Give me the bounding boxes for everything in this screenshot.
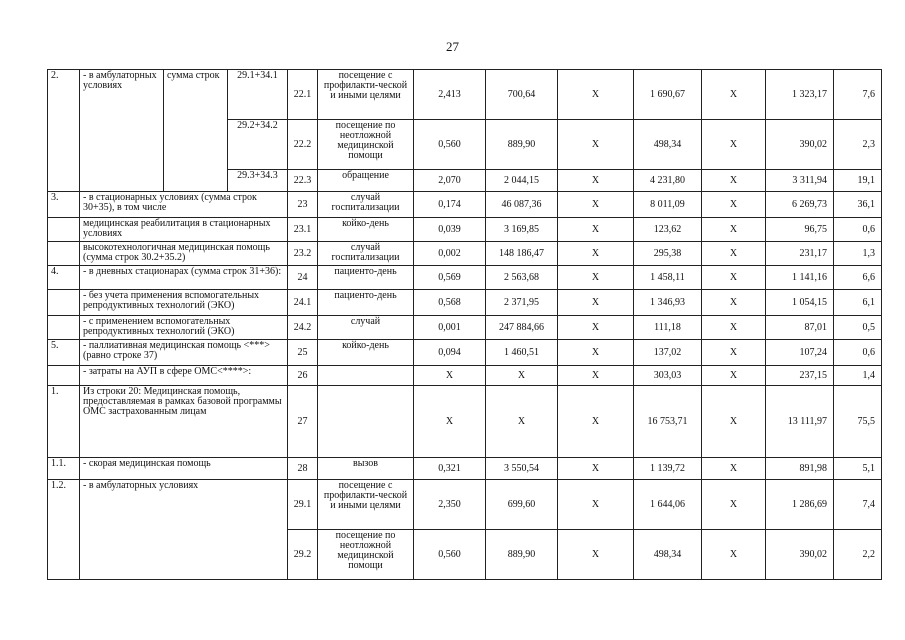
row-label: Из строки 20: Медицинская помощь, предоставляемая в рамках базовой программы ОМС застрахованным лицам (80, 386, 288, 458)
row-label: - в дневных стационарах (сумма строк 31+36): (80, 266, 288, 290)
value-x2: Х (702, 386, 766, 458)
value-4: 87,01 (766, 316, 834, 340)
value-1: 0,321 (414, 458, 486, 480)
value-x1: Х (558, 170, 634, 192)
value-x1: Х (558, 242, 634, 266)
row-label: - затраты на АУП в сфере ОМС<****>: (80, 366, 288, 386)
row-sub: сумма строк (164, 70, 228, 192)
value-4: 390,02 (766, 120, 834, 170)
value-5: 6,6 (834, 266, 882, 290)
value-x1: Х (558, 366, 634, 386)
value-1: 0,039 (414, 218, 486, 242)
line-number: 22.3 (288, 170, 318, 192)
value-4: 1 054,15 (766, 290, 834, 316)
row-code: 29.1+34.1 (228, 70, 288, 120)
value-2: 2 044,15 (486, 170, 558, 192)
value-4: 3 311,94 (766, 170, 834, 192)
unit: случай госпитализации (318, 242, 414, 266)
line-number: 28 (288, 458, 318, 480)
table-row (48, 480, 882, 530)
row-number: 5. (48, 340, 80, 366)
value-3: 123,62 (634, 218, 702, 242)
unit: посещение по неотложной медицинской помощи (318, 530, 414, 580)
table-row (48, 386, 882, 458)
table-row (48, 290, 882, 316)
unit: обращение (318, 170, 414, 192)
line-number: 24 (288, 266, 318, 290)
row-label: высокотехнологичная медицинская помощь (сумма строк 30.2+35.2) (80, 242, 288, 266)
value-x1: Х (558, 316, 634, 340)
value-x2: Х (702, 366, 766, 386)
value-x2: Х (702, 266, 766, 290)
value-5: 19,1 (834, 170, 882, 192)
value-3: 1 346,93 (634, 290, 702, 316)
value-5: 0,5 (834, 316, 882, 340)
table-row (48, 366, 882, 386)
value-1: 2,070 (414, 170, 486, 192)
value-4: 231,17 (766, 242, 834, 266)
value-5: 75,5 (834, 386, 882, 458)
page-number: 27 (446, 39, 459, 54)
value-x2: Х (702, 530, 766, 580)
value-x1: Х (558, 340, 634, 366)
row-number: 4. (48, 266, 80, 290)
value-1: 0,569 (414, 266, 486, 290)
table-row (48, 70, 882, 120)
row-label: - скорая медицинская помощь (80, 458, 288, 480)
unit: пациенто-день (318, 266, 414, 290)
row-number: 1.2. (48, 480, 80, 580)
value-1: 0,002 (414, 242, 486, 266)
value-3: 498,34 (634, 120, 702, 170)
unit (318, 386, 414, 458)
value-x2: Х (702, 458, 766, 480)
row-label: - в стационарных условиях (сумма строк 30+35), в том числе (80, 192, 288, 218)
value-4: 107,24 (766, 340, 834, 366)
line-number: 23.2 (288, 242, 318, 266)
value-3: 111,18 (634, 316, 702, 340)
line-number: 23 (288, 192, 318, 218)
unit: койко-день (318, 340, 414, 366)
row-code: 29.3+34.3 (228, 170, 288, 192)
row-label: - в амбулаторных условиях (80, 70, 164, 192)
value-x2: Х (702, 242, 766, 266)
value-x1: Х (558, 480, 634, 530)
value-2: 2 563,68 (486, 266, 558, 290)
value-2: 889,90 (486, 120, 558, 170)
unit: вызов (318, 458, 414, 480)
row-label: - с применением вспомогательных репродуктивных технологий (ЭКО) (80, 316, 288, 340)
row-number (48, 218, 80, 242)
value-5: 36,1 (834, 192, 882, 218)
row-number: 2. (48, 70, 80, 192)
value-2: 3 169,85 (486, 218, 558, 242)
value-1: 2,413 (414, 70, 486, 120)
value-x1: Х (558, 386, 634, 458)
row-number: 1. (48, 386, 80, 458)
value-5: 6,1 (834, 290, 882, 316)
row-label: - без учета применения вспомогательных репродуктивных технологий (ЭКО) (80, 290, 288, 316)
value-3: 1 690,67 (634, 70, 702, 120)
row-label: - паллиативная медицинская помощь <***> (равно строке 37) (80, 340, 288, 366)
value-5: 1,4 (834, 366, 882, 386)
value-5: 7,6 (834, 70, 882, 120)
unit: посещение по неотложной медицинской помощи (318, 120, 414, 170)
value-x1: Х (558, 192, 634, 218)
value-x2: Х (702, 192, 766, 218)
unit (318, 366, 414, 386)
value-1: 0,560 (414, 120, 486, 170)
value-3: 1 644,06 (634, 480, 702, 530)
value-5: 2,3 (834, 120, 882, 170)
unit: посещение с профилакти-ческой и иными целями (318, 480, 414, 530)
value-x2: Х (702, 70, 766, 120)
row-number (48, 316, 80, 340)
value-x1: Х (558, 120, 634, 170)
table-row (48, 242, 882, 266)
value-4: 1 323,17 (766, 70, 834, 120)
value-3: 4 231,80 (634, 170, 702, 192)
value-4: 891,98 (766, 458, 834, 480)
line-number: 23.1 (288, 218, 318, 242)
line-number: 22.1 (288, 70, 318, 120)
value-2: 889,90 (486, 530, 558, 580)
value-x2: Х (702, 218, 766, 242)
value-2: Х (486, 386, 558, 458)
value-5: 2,2 (834, 530, 882, 580)
row-number: 1.1. (48, 458, 80, 480)
value-4: 6 269,73 (766, 192, 834, 218)
value-2: Х (486, 366, 558, 386)
value-x1: Х (558, 70, 634, 120)
value-x2: Х (702, 290, 766, 316)
line-number: 24.2 (288, 316, 318, 340)
value-5: 7,4 (834, 480, 882, 530)
unit: посещение с профилакти-ческой и иными целями (318, 70, 414, 120)
value-3: 498,34 (634, 530, 702, 580)
value-1: 2,350 (414, 480, 486, 530)
table-row (48, 316, 882, 340)
value-1: Х (414, 386, 486, 458)
value-2: 148 186,47 (486, 242, 558, 266)
value-2: 2 371,95 (486, 290, 558, 316)
row-label: медицинская реабилитация в стационарных условиях (80, 218, 288, 242)
value-2: 3 550,54 (486, 458, 558, 480)
value-x2: Х (702, 480, 766, 530)
value-1: Х (414, 366, 486, 386)
table-row (48, 340, 882, 366)
financing-table (47, 69, 882, 580)
row-label: - в амбулаторных условиях (80, 480, 288, 580)
line-number: 26 (288, 366, 318, 386)
value-x1: Х (558, 266, 634, 290)
value-2: 699,60 (486, 480, 558, 530)
row-number: 3. (48, 192, 80, 218)
value-3: 1 458,11 (634, 266, 702, 290)
value-4: 1 286,69 (766, 480, 834, 530)
table-row (48, 218, 882, 242)
row-number (48, 242, 80, 266)
value-2: 1 460,51 (486, 340, 558, 366)
row-number (48, 366, 80, 386)
value-3: 8 011,09 (634, 192, 702, 218)
value-x1: Х (558, 458, 634, 480)
value-x1: Х (558, 290, 634, 316)
table-row (48, 266, 882, 290)
line-number: 22.2 (288, 120, 318, 170)
unit: случай (318, 316, 414, 340)
value-x1: Х (558, 218, 634, 242)
row-code: 29.2+34.2 (228, 120, 288, 170)
line-number: 29.2 (288, 530, 318, 580)
value-2: 247 884,66 (486, 316, 558, 340)
value-x2: Х (702, 170, 766, 192)
value-4: 96,75 (766, 218, 834, 242)
value-1: 0,568 (414, 290, 486, 316)
value-4: 237,15 (766, 366, 834, 386)
value-4: 13 111,97 (766, 386, 834, 458)
value-2: 46 087,36 (486, 192, 558, 218)
table-row (48, 458, 882, 480)
value-3: 303,03 (634, 366, 702, 386)
unit: случай госпитализации (318, 192, 414, 218)
value-4: 390,02 (766, 530, 834, 580)
value-5: 5,1 (834, 458, 882, 480)
value-2: 700,64 (486, 70, 558, 120)
line-number: 25 (288, 340, 318, 366)
value-1: 0,560 (414, 530, 486, 580)
value-x1: Х (558, 530, 634, 580)
value-1: 0,094 (414, 340, 486, 366)
value-1: 0,174 (414, 192, 486, 218)
table-row (48, 192, 882, 218)
value-5: 0,6 (834, 218, 882, 242)
value-5: 0,6 (834, 340, 882, 366)
row-number (48, 290, 80, 316)
value-3: 295,38 (634, 242, 702, 266)
value-3: 16 753,71 (634, 386, 702, 458)
unit: пациенто-день (318, 290, 414, 316)
value-x2: Х (702, 120, 766, 170)
value-5: 1,3 (834, 242, 882, 266)
value-x2: Х (702, 340, 766, 366)
value-4: 1 141,16 (766, 266, 834, 290)
line-number: 29.1 (288, 480, 318, 530)
value-3: 137,02 (634, 340, 702, 366)
value-3: 1 139,72 (634, 458, 702, 480)
line-number: 27 (288, 386, 318, 458)
value-x2: Х (702, 316, 766, 340)
unit: койко-день (318, 218, 414, 242)
line-number: 24.1 (288, 290, 318, 316)
value-1: 0,001 (414, 316, 486, 340)
